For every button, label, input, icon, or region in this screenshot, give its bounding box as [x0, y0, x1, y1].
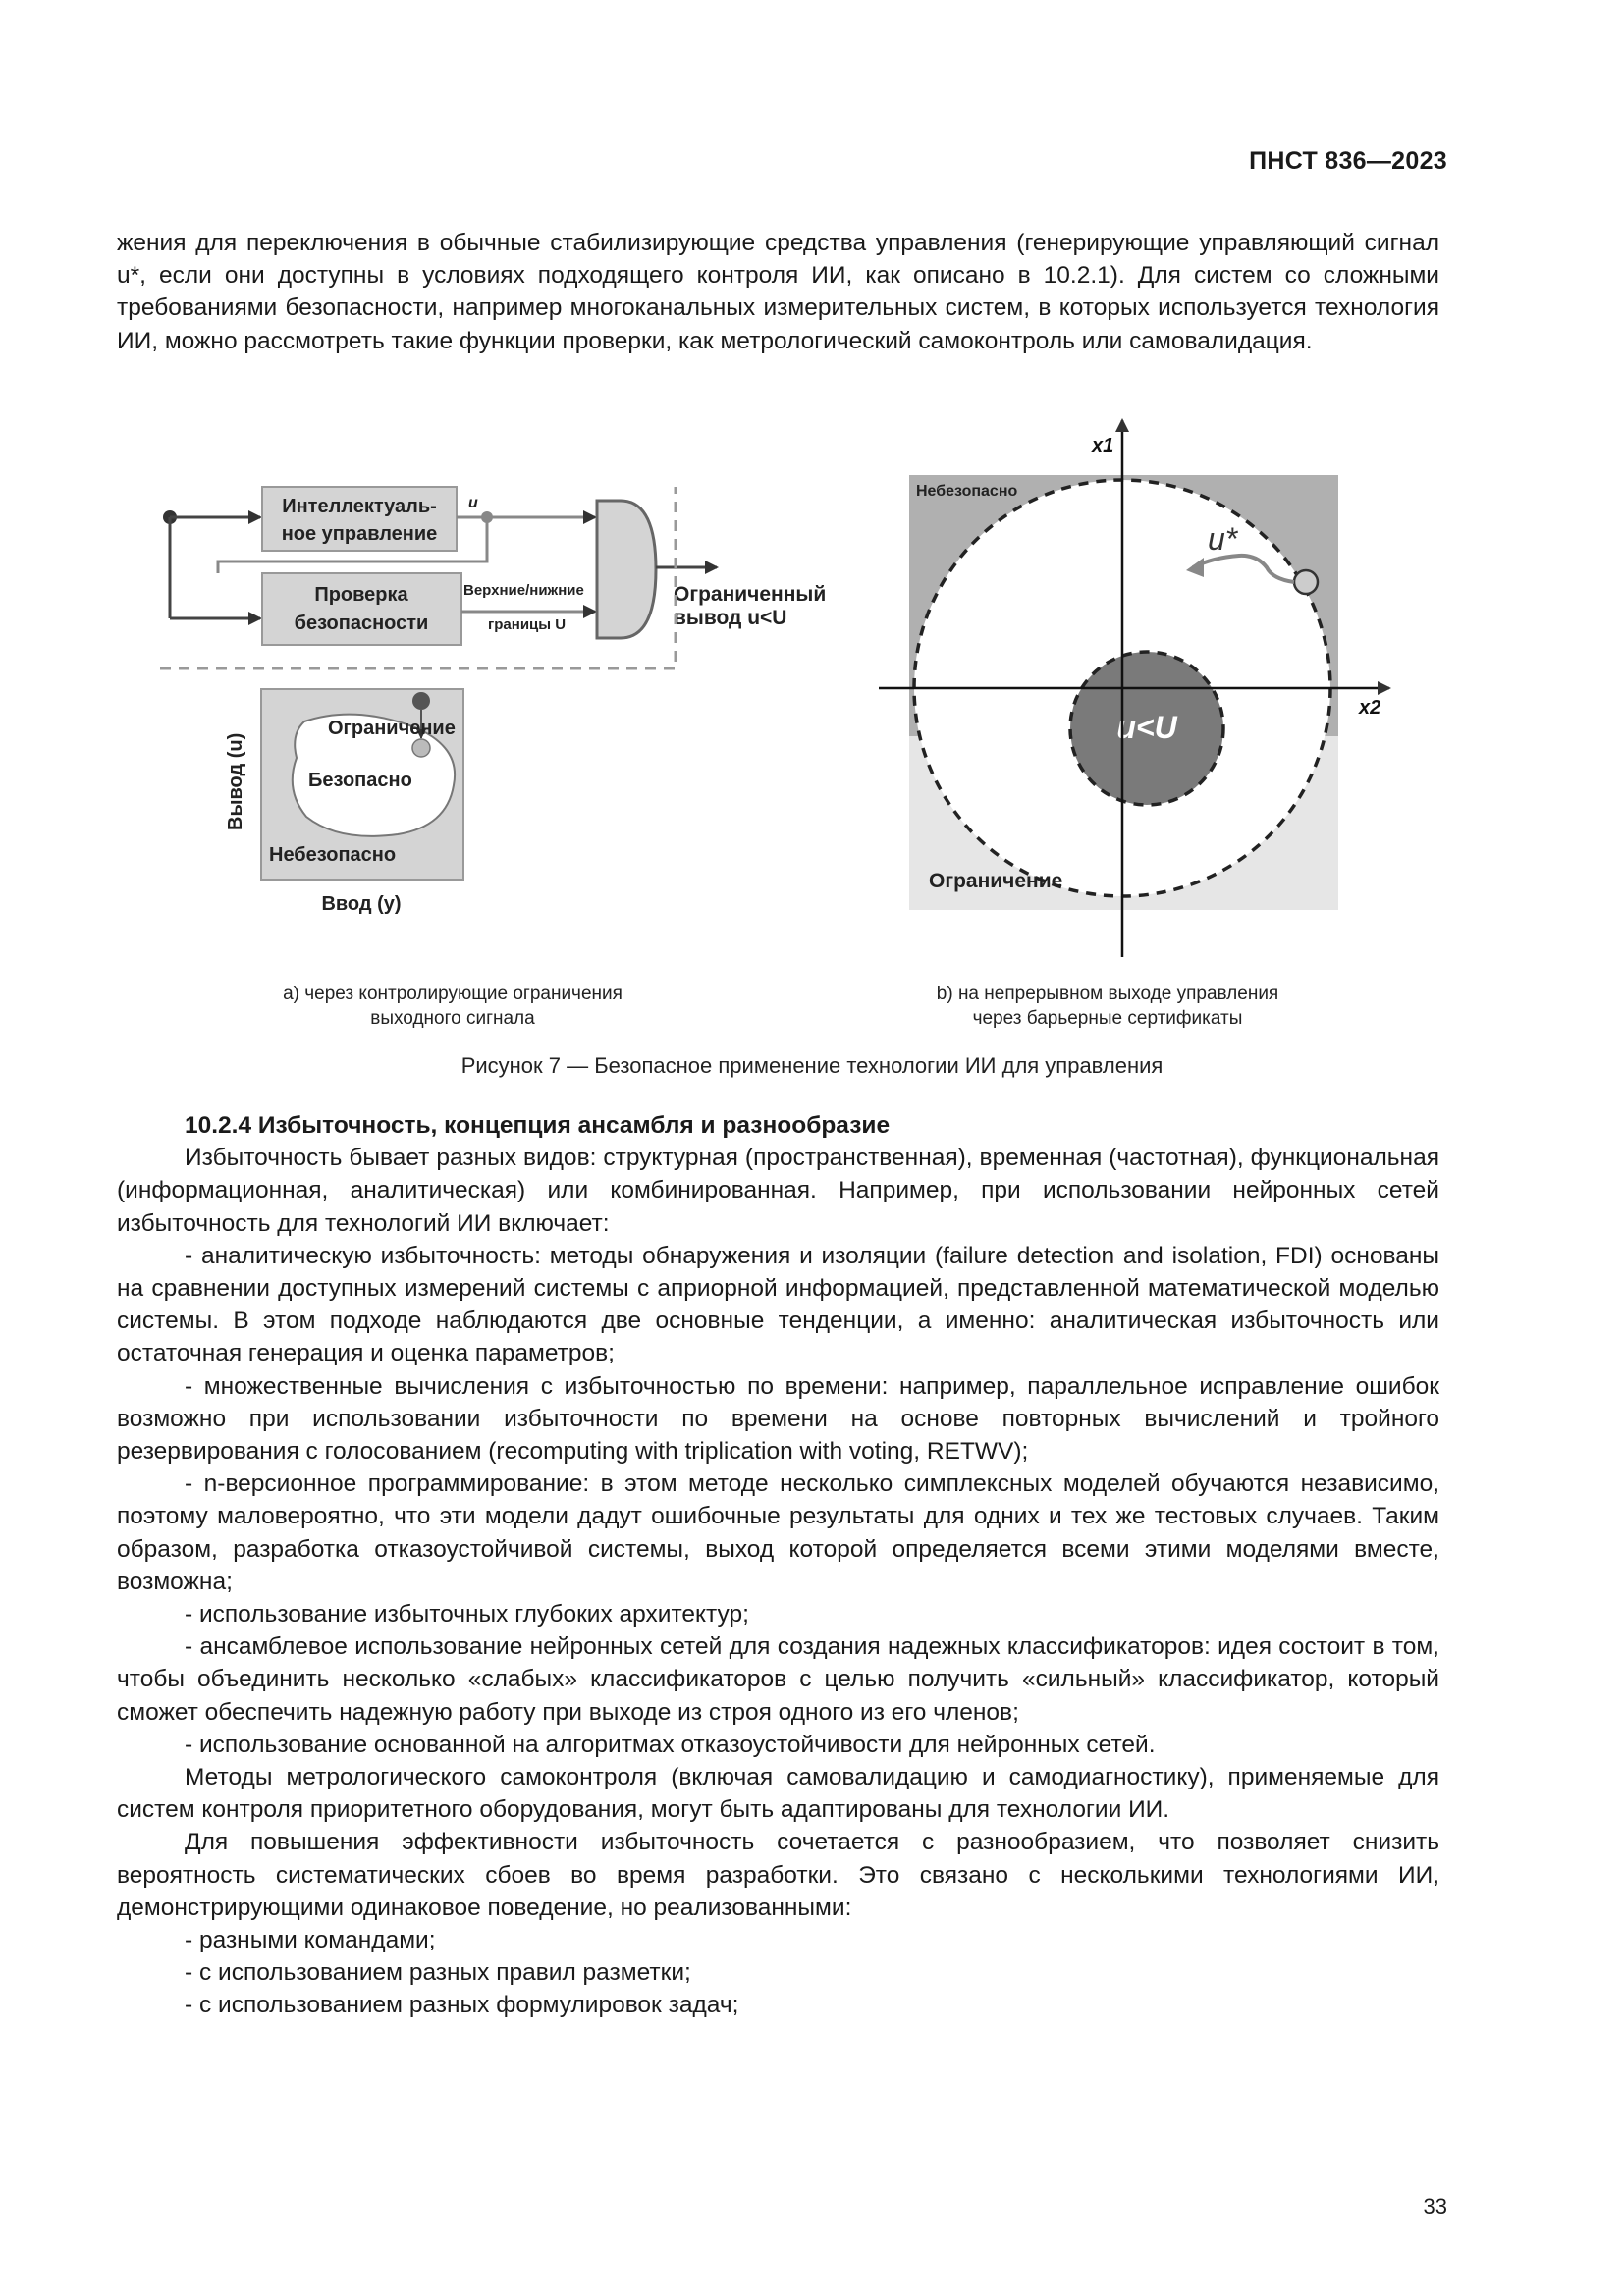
list-item: - аналитическую избыточность: методы обнаружения и изоляции (failure detection and isolation, FDI) основаны на сравнении доступных измерений системы с априорной информацией, представленной математической моделью системы. В этом подходе наблюдаются две основные тенденции, а именно: аналитическая избыточность или остаточная генерация и оценка параметров;	[117, 1242, 1439, 1367]
subcaption-a	[232, 982, 674, 1031]
limit-label-b: Ограничение	[929, 870, 1063, 892]
subcaption-a-line-1: а) через контролирующие ограничения	[283, 984, 623, 1004]
axis-input-label: Ввод (y)	[321, 893, 402, 915]
list-item: - ансамблевое использование нейронных сетей для создания надежных классификаторов: идея состоит в том, чтобы объединить несколько «слабых» классификаторов с целью получить «сильный» классификатор, который сможет обеспечить надежную работу при выходе из строя одного из его членов;	[117, 1633, 1439, 1726]
limit-label: Ограничение	[328, 718, 456, 739]
ai-control-label-2: ное управление	[281, 523, 438, 545]
safety-check-label-1: Проверка	[314, 584, 408, 606]
panel-a-block-diagram	[160, 487, 826, 668]
panel-a-mapping	[225, 689, 463, 915]
subcaption-b-line-2: через барьерные сертификаты	[972, 1008, 1243, 1029]
paragraph: Для повышения эффективности избыточность сочетается с разнообразием, что позволяет снизить вероятность систематических сбоев во время разработки. Это связано с несколькими технологиями ИИ, демонстрирующими одинаковое поведение, но реализованными:	[117, 1829, 1439, 1921]
subcaption-b-line-1: b) на непрерывном выходе управления	[936, 984, 1279, 1004]
figure-7	[0, 0, 1624, 1109]
ai-control-label-1: Интеллектуаль-	[282, 496, 437, 517]
section-text	[117, 1109, 1439, 2022]
subcaption-a-line-2: выходного сигнала	[370, 1008, 535, 1029]
limit-point-projected	[412, 739, 430, 757]
unsafe-label-b: Небезопасно	[916, 483, 1018, 500]
figure-caption: Рисунок 7 — Безопасное применение технологии ИИ для управления	[460, 1053, 1164, 1078]
paragraph: Избыточность бывает разных видов: структурная (пространственная), временная (частотная), функциональная (информационная, аналитическая) или комбинированная. Например, при использовании нейронных сетей избыточность для технологий ИИ включает:	[117, 1145, 1439, 1237]
list-item: - использование основанной на алгоритмах отказоустойчивости для нейронных сетей.	[185, 1731, 1156, 1758]
panel-b-barrier	[879, 420, 1389, 957]
limit-gate	[597, 501, 656, 638]
safety-check-label-2: безопасности	[294, 613, 429, 634]
x2-axis-label: x2	[1359, 697, 1381, 719]
section-heading: 10.2.4 Избыточность, концепция ансамбля и разнообразие	[185, 1112, 891, 1139]
u-label: u	[468, 495, 478, 511]
limit-point-outside	[412, 692, 430, 710]
safe-label: Безопасно	[308, 770, 412, 791]
state-point	[1294, 570, 1318, 594]
safe-set-label: u<U	[1116, 710, 1177, 745]
output-label-2: вывод u<U	[674, 607, 787, 629]
list-item: - n-версионное программирование: в этом методе несколько симплексных моделей обучаются независимо, поэтому маловероятно, что эти модели дадут ошибочные результаты для одних и тех же тестовых случаев. Таким образом, разработка отказоустойчивой системы, выход которой определяется всеми этими моделями вместе, возможна;	[117, 1470, 1439, 1595]
subcaption-b	[882, 982, 1333, 1031]
list-item: - с использованием разных правил разметки;	[185, 1959, 691, 1987]
unsafe-label: Небезопасно	[269, 844, 397, 866]
u-star-label: u*	[1208, 521, 1238, 557]
page-number: 33	[1423, 2194, 1447, 2218]
axis-output-label: Вывод (u)	[225, 732, 246, 830]
list-item: - множественные вычисления с избыточностью по времени: например, параллельное исправление ошибок возможно при использовании избыточности по времени на основе повторных вычислений и тройного резервирования с голосованием (recomputing with triplication with voting, RETWV);	[117, 1372, 1439, 1466]
list-item: - разными командами;	[185, 1927, 436, 1954]
bounds-label-1: Верхние/нижние	[463, 582, 584, 599]
intro-paragraph: жения для переключения в обычные стабилизирующие средства управления (генерирующие управляющий сигнал u*, если они доступны в условиях подходящего контроля ИИ, как описано в 10.2.1). Для систем со сложными требованиями безопасности, например многоканальных измерительных систем, в которых используется технология ИИ, можно рассмотреть такие функции проверки, как метрологический самоконтроль или самовалидация.	[117, 230, 1439, 354]
bounds-label-2: границы U	[488, 616, 567, 633]
list-item: - использование избыточных глубоких архитектур;	[185, 1601, 749, 1629]
document-code: ПНСТ 836—2023	[1249, 147, 1447, 175]
x1-axis-label: x1	[1092, 435, 1114, 456]
paragraph: Методы метрологического самоконтроля (включая самовалидацию и самодиагностику), применяемые для систем контроля приоритетного оборудования, могут быть адаптированы для технологии ИИ.	[117, 1764, 1439, 1824]
output-label-1: Ограниченный	[674, 583, 827, 606]
list-item: - с использованием разных формулировок задач;	[185, 1992, 739, 2019]
